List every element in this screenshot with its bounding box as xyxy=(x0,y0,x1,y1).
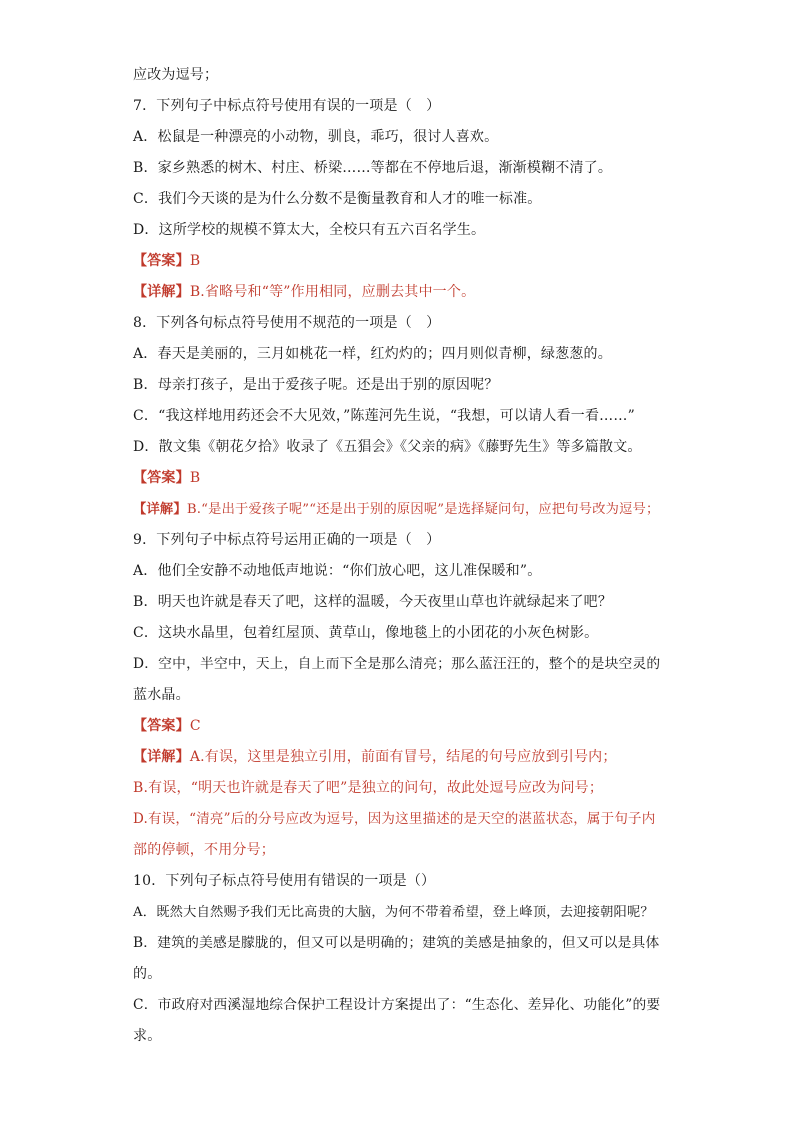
option-c: C．市政府对西溪湿地综合保护工程设计方案提出了：“生态化、差异化、功能化”的要 xyxy=(133,997,661,1013)
question-10: 10．下列句子标点符号使用有错误的一项是（） xyxy=(133,873,436,889)
answer-value: B xyxy=(189,253,201,269)
option-d: D．空中，半空中，天上，自上而下全是那么清亮；那么蓝汪汪的，整个的是块空灵的 xyxy=(133,656,661,672)
answer-tag: 【答案】 xyxy=(133,470,190,486)
option-a: A．既然大自然赐予我们无比高贵的大脑，为何不带着希望，登上峰顶，去迎接朝阳呢？ xyxy=(133,905,654,920)
option-a: A．他们全安静不动地低声地说：“你们放心吧，这儿准保暖和”。 xyxy=(133,563,542,579)
option-b: B．建筑的美感是朦胧的，但又可以是明确的；建筑的美感是抽象的，但又可以是具体 xyxy=(133,935,660,951)
option-c: C．我们今天谈的是为什么分数不是衡量教育和人才的唯一标准。 xyxy=(133,191,542,207)
detail-line xyxy=(133,494,663,525)
option-c-continued: 求。 xyxy=(133,1028,162,1044)
option-c: C．“我这样地用药还会不大见效，”陈莲河先生说，“我想，可以请人看一看……” xyxy=(133,408,635,424)
option-b-continued: 的。 xyxy=(133,966,162,982)
question-7: 7．下列句子中标点符号使用有误的一项是（ ） xyxy=(133,98,441,114)
answer-line xyxy=(133,463,663,494)
detail-line-continued: 部的停顿，不用分号； xyxy=(133,842,275,858)
answer-line xyxy=(133,711,663,742)
detail-tag: 【详解】 xyxy=(133,502,187,517)
answer-value: C xyxy=(189,718,201,734)
answer-tag: 【答案】 xyxy=(133,253,190,269)
detail-line: D.有误，“清亮”后的分号应改为逗号，因为这里描述的是天空的湛蓝状态，属于句子内 xyxy=(133,811,656,827)
option-d: D．散文集《朝花夕拾》收录了《五猖会》《父亲的病》《藤野先生》等多篇散文。 xyxy=(133,439,642,455)
detail-line: B.有误，“明天也许就是春天了吧”是独立的问句，故此处逗号应改为问号； xyxy=(133,780,604,796)
detail-text: B.省略号和“等”作用相同，应删去其中一个。 xyxy=(189,284,476,300)
detail-tag: 【详解】 xyxy=(133,749,190,765)
option-b: B．母亲打孩子，是出于爱孩子呢。还是出于别的原因呢？ xyxy=(133,377,499,393)
detail-tag: 【详解】 xyxy=(133,284,190,300)
answer-tag: 【答案】 xyxy=(133,718,190,734)
option-b: B．明天也许就是春天了吧，这样的温暖，今天夜里山草也许就绿起来了吧？ xyxy=(133,594,613,610)
option-b: B．家乡熟悉的树木、村庄、桥梁……等都在不停地后退，渐渐模糊不清了。 xyxy=(133,160,613,176)
document-page xyxy=(133,60,663,1052)
detail-text: B.“是出于爱孩子呢”“还是出于别的原因呢”是选择疑问句，应把句号改为逗号； xyxy=(186,502,660,517)
option-d: D．这所学校的规模不算太大，全校只有五六百名学生。 xyxy=(133,222,486,238)
option-a: A．松鼠是一种漂亮的小动物，驯良，乖巧，很讨人喜欢。 xyxy=(133,129,499,145)
question-8: 8．下列各句标点符号使用不规范的一项是（ ） xyxy=(133,315,441,331)
answer-line xyxy=(133,246,663,277)
option-d-continued: 蓝水晶。 xyxy=(133,687,190,703)
detail-line xyxy=(133,277,663,308)
option-a: A．春天是美丽的，三月如桃花一样，红灼灼的；四月则似青柳，绿葱葱的。 xyxy=(133,346,612,362)
detail-line xyxy=(133,742,663,773)
detail-text: A.有误，这里是独立引用，前面有冒号，结尾的句号应放到引号内； xyxy=(189,749,617,765)
text-line: 应改为逗号； xyxy=(133,67,219,83)
answer-value: B xyxy=(189,470,201,486)
question-9: 9．下列句子中标点符号运用正确的一项是（ ） xyxy=(133,532,441,548)
option-c: C．这块水晶里，包着红屋顶、黄草山，像地毯上的小团花的小灰色树影。 xyxy=(133,625,599,641)
